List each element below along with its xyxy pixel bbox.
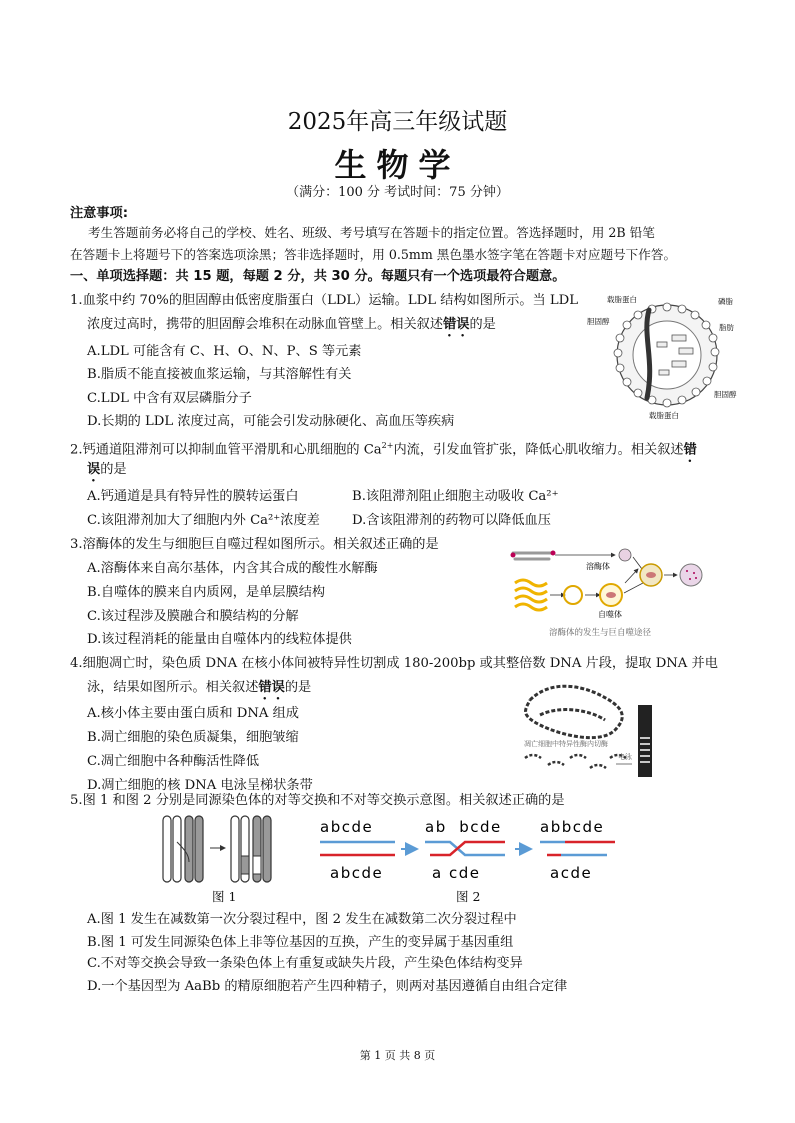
fig1-label-fat: 脂肪 <box>719 323 734 332</box>
q4-option-d[interactable]: D.凋亡细胞的核 DNA 电泳呈梯状条带 <box>87 778 313 793</box>
mitochondrion-icon <box>606 592 616 598</box>
q4-stem-line1: 4.细胞凋亡时，染色质 DNA 在核小体间被特异性切割成 180-200bp 或其整倍数 DNA 片段，提取 DNA 并电 <box>70 656 718 671</box>
q1-stem-line2 <box>87 316 496 340</box>
chromatin-coil <box>526 686 623 737</box>
q5-option-d[interactable]: D.一个基因型为 AaBb 的精原细胞若产生四种精子，则两对基因遵循自由组合定律 <box>87 979 568 994</box>
q5-option-a[interactable]: A.图 1 发生在减数第一次分裂过程中，图 2 发生在减数第二次分裂过程中 <box>87 912 517 927</box>
q4-option-b[interactable]: B.凋亡细胞的染色质凝集，细胞皱缩 <box>87 730 299 745</box>
residual-body-icon <box>680 564 702 586</box>
homologous-pair-after <box>231 816 271 882</box>
figure-2-caption: 图 2 <box>456 889 481 904</box>
q2-option-b[interactable]: B.该阻滞剂阻止细胞主动吸收 Ca²⁺ <box>352 489 559 504</box>
subject-title: 生物学 <box>334 146 461 184</box>
q4-emphasis-wrong: 错误 <box>258 680 285 695</box>
fig1-label-cholesterol-right: 胆固醇 <box>714 390 737 399</box>
figure-2-unequal-crossover <box>315 815 635 885</box>
q1-option-c[interactable]: C.LDL 中含有双层磷脂分子 <box>87 391 252 406</box>
q2-option-a[interactable]: A.钙通道是具有特异性的膜转运蛋白 <box>87 489 299 504</box>
q2-stem-line1 <box>70 437 697 465</box>
fig3-caption: 溶酶体的发生与巨自噬途径 <box>549 628 652 638</box>
phagophore-icon <box>564 586 582 604</box>
section-heading: 一、单项选择题：共 15 题，每题 2 分，共 30 分。每题只有一个选项最符合题意。 <box>70 269 566 284</box>
fig3-label-autophagosome: 自噬体 <box>598 610 622 619</box>
notice-line-1: 考生答题前务必将自己的学校、姓名、班级、考号填写在答题卡的指定位置。答选择题时，用 2B 铅笔 <box>88 225 655 240</box>
q1-stem-end: 的是 <box>469 317 496 332</box>
q3-option-a[interactable]: A.溶酶体来自高尔基体，内含其合成的酸性水解酶 <box>87 561 378 576</box>
q2-emphasis-wrong-1: 错 <box>683 442 697 458</box>
q1-option-a[interactable]: A.LDL 可能含有 C、H、O、N、P、S 等元素 <box>87 344 362 359</box>
chromatin-electrophoresis-figure <box>520 680 662 780</box>
q1-stem-line1: 1.血浆中约 70%的胆固醇由低密度脂蛋白（LDL）运输。LDL 结构如图所示。当 LDL <box>70 293 578 308</box>
fig2-seq-bottom-2: a cde <box>432 864 481 882</box>
page-number: 第 1 页 共 8 页 <box>359 1049 436 1062</box>
notice-heading: 注意事项: <box>70 206 129 221</box>
q5-stem: 5.图 1 和图 2 分别是同源染色体的对等交换和不对等交换示意图。相关叙述正确的是 <box>70 793 565 808</box>
q2-stem-text2: 内流，引发血管扩张，降低心肌收缩力。相关叙述 <box>393 442 684 458</box>
q5-option-b[interactable]: B.图 1 可发生同源染色体上非等位基因的互换，产生的变异属于基因重组 <box>87 935 514 950</box>
q1-emphasis-wrong: 错误 <box>443 317 470 332</box>
q2-emphasis-wrong-2: 误 <box>87 462 101 477</box>
fig2-chromatid-red-2 <box>430 842 505 855</box>
fig4-label-electrophoresis: 电泳 <box>618 753 632 761</box>
dna-fragments <box>525 755 626 768</box>
fig1-label-phospholipid: 磷脂 <box>718 297 733 306</box>
q3-stem: 3.溶酶体的发生与细胞巨自噬过程如图所示。相关叙述正确的是 <box>70 537 439 552</box>
q3-option-c[interactable]: C.该过程涉及膜融合和膜结构的分解 <box>87 609 299 624</box>
exam-meta: （满分：100 分 考试时间：75 分钟） <box>286 185 509 200</box>
q2-stem-text: 2.钙通道阻滞剂可以抑制血管平滑肌和心肌细胞的 Ca <box>70 442 382 458</box>
ldl-core <box>633 321 701 389</box>
gel-lane <box>638 705 652 777</box>
fig2-seq-top-3: abbcde <box>540 818 605 836</box>
ldl-structure-figure <box>587 290 747 420</box>
er-icon <box>515 580 547 610</box>
fig2-seq-bottom-3: acde <box>550 864 593 882</box>
q2-superscript: 2+ <box>381 441 394 450</box>
q4-option-c[interactable]: C.凋亡细胞中各种酶活性降低 <box>87 754 260 769</box>
lysosome-autophagy-figure <box>505 543 720 641</box>
q3-option-b[interactable]: B.自噬体的膜来自内质网，是单层膜结构 <box>87 585 326 600</box>
apolipoprotein-band <box>647 310 650 398</box>
fig2-seq-top-2: ab bcde <box>425 818 502 836</box>
fig2-chromatid-blue-2 <box>425 842 505 855</box>
q5-option-c[interactable]: C.不对等交换会导致一条染色体上有重复或缺失片段，产生染色体结构变异 <box>87 956 523 971</box>
q1-stem-text: 浓度过高时，携带的胆固醇会堆积在动脉血管壁上。相关叙述 <box>87 317 444 332</box>
fig2-seq-top-1: abcde <box>320 818 374 836</box>
lysosome-small-icon <box>619 549 631 561</box>
fig1-label-cholesterol-left: 胆固醇 <box>587 317 610 326</box>
q1-option-d[interactable]: D.长期的 LDL 浓度过高，可能会引发动脉硬化、高血压等疾病 <box>87 414 455 429</box>
golgi-icon <box>511 551 556 560</box>
q2-option-d[interactable]: D.含该阻滞剂的药物可以降低血压 <box>352 513 551 528</box>
q4-option-a[interactable]: A.核小体主要由蛋白质和 DNA 组成 <box>87 706 299 721</box>
q4-stem-end: 的是 <box>284 680 312 695</box>
q4-stem-text: 泳，结果如图所示。相关叙述 <box>87 680 259 695</box>
figure-1-equal-crossover <box>155 812 285 887</box>
q4-stem-line2 <box>87 679 311 703</box>
q3-option-d[interactable]: D.该过程消耗的能量由自噬体内的线粒体提供 <box>87 632 352 647</box>
figure-1-caption: 图 1 <box>212 889 237 904</box>
q2-stem-end: 的是 <box>100 462 127 477</box>
q1-option-b[interactable]: B.脂质不能直接被血浆运输，与其溶解性有关 <box>87 367 352 382</box>
exam-title: 2025年高三年级试题 <box>287 109 508 135</box>
notice-line-2: 在答题卡上将题号下的答案选项涂黑；答非选择题时，用 0.5mm 黑色墨水签字笔在答题卡对应题号下作答。 <box>70 247 677 262</box>
fig2-seq-bottom-1: abcde <box>330 864 384 882</box>
fig1-label-apoprotein-top: 载脂蛋白 <box>607 295 637 304</box>
q2-stem-line2 <box>87 461 127 485</box>
fig1-label-apoprotein-bottom: 载脂蛋白 <box>649 411 679 420</box>
fig3-label-lysosome: 溶酶体 <box>586 562 610 571</box>
q2-option-c[interactable]: C.该阻滞剂加大了细胞内外 Ca²⁺浓度差 <box>87 513 320 528</box>
fig4-label-enzyme: 凋亡细胞中特异性酶内切酶 <box>524 740 608 748</box>
